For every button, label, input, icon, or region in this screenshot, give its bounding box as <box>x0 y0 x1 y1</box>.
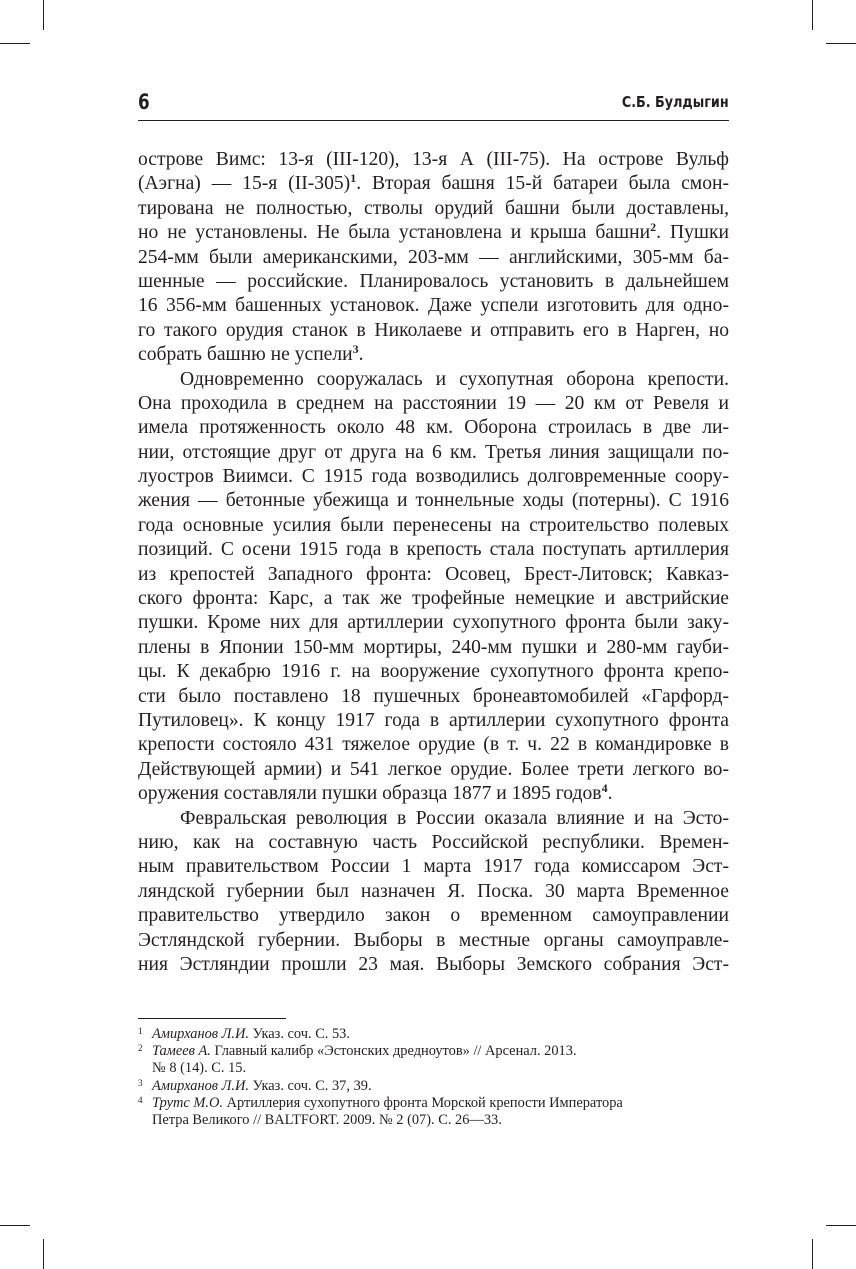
text-line: шенные — российские. Планировалось установить в дальнейшем <box>138 270 729 292</box>
crop-mark-top-right <box>812 0 813 30</box>
text-line: го такого орудия станок в Николаеве и отправить его в Нарген, но <box>138 319 729 341</box>
footnote: 4 Трутс М.О. Артиллерия сухопутного фронта Морской крепости Императора Петра Великого // BALTFORT. 2009. № 2 (07). С. 26—33. <box>138 1095 729 1129</box>
text-line: Февральская революция в России оказала влияние и на Эсто- <box>180 807 729 829</box>
text-line: жения — бетонные убежища и тоннельные ходы (потерны). С 1916 <box>138 490 729 512</box>
text-line: 254-мм были американскими, 203-мм — английскими, 305-мм ба- <box>138 246 729 268</box>
text-line: Эстляндской губернии. Выборы в местные органы самоуправле- <box>138 929 729 951</box>
text-line: позиций. С осени 1915 года в крепость стала поступать артиллерия <box>138 539 729 561</box>
crop-mark-bottom-right-h <box>826 1225 856 1226</box>
footnote-author: Трутс М.О. <box>152 1094 223 1111</box>
text-line: ным правительством России 1 марта 1917 года комиссаром Эст- <box>138 856 729 878</box>
text-line: 16 356-мм башенных установок. Даже успели изготовить для одно- <box>138 295 729 317</box>
footnote: 2 Тамеев А. Главный калибр «Эстонских дредноутов» // Арсенал. 2013. № 8 (14). С. 15. <box>138 1043 729 1077</box>
text-line: цы. К декабрю 1916 г. на вооружение сухопутного фронта крепо- <box>138 661 729 683</box>
text-line: Одновременно сооружалась и сухопутная оборона крепости. <box>180 368 729 390</box>
footnote-mark: 4 <box>138 1094 143 1105</box>
footnote-ref[interactable]: 1 <box>350 171 357 186</box>
crop-mark-top-right-h <box>826 43 856 44</box>
footnotes <box>138 1026 729 1129</box>
crop-mark-bottom-right <box>812 1239 813 1269</box>
page-number: 6 <box>138 90 150 114</box>
footnote-ref[interactable]: 3 <box>352 342 359 357</box>
crop-mark-bottom-left <box>43 1239 44 1269</box>
text-line: из крепостей Западного фронта: Осовец, Брест-Литовск; Кавказ- <box>138 563 729 585</box>
text-line: тирована не полностью, стволы орудий башни были доставлены, <box>138 197 729 219</box>
footnote-mark: 2 <box>138 1043 143 1054</box>
running-head-author: С.Б. Булдыгин <box>622 93 729 111</box>
footnote-ref[interactable]: 4 <box>601 781 608 796</box>
text-line: нию, как на составную часть Российской республики. Времен- <box>138 831 729 853</box>
text-line: нии, отстоящие друг от друга на 6 км. Третья линия защищали по- <box>138 441 729 463</box>
crop-mark-top-left-h <box>0 43 30 44</box>
footnote-divider <box>138 1018 286 1019</box>
body-text <box>138 148 729 977</box>
footnote-mark: 3 <box>138 1077 143 1088</box>
text-line: года основные усилия были перенесены на строительство полевых <box>138 514 729 536</box>
paragraph-2 <box>138 368 729 807</box>
text-line: ляндской губернии был назначен Я. Поска. 30 марта Временное <box>138 880 729 902</box>
footnote-ref[interactable]: 2 <box>650 220 657 235</box>
footnote: 1 Амирханов Л.И. Указ. соч. С. 53. <box>138 1026 729 1043</box>
text-line: острове Вимс: 13-я (III-120), 13-я А (III-75). На острове Вульф <box>138 149 729 170</box>
text-line: ского фронта: Карс, а так же трофейные немецкие и австрийские <box>138 588 729 610</box>
text-line: пушки. Кроме них для артиллерии сухопутного фронта были заку- <box>138 612 729 634</box>
footnote-mark: 1 <box>138 1026 143 1036</box>
text-line: Действующей армии) и 541 легкое орудие. Более трети легкого во- <box>138 758 729 780</box>
text-line: крепости состояло 431 тяжелое орудие (в т. ч. 22 в командировке в <box>138 734 729 756</box>
text-line: правительство утвердило закон о временном самоуправлении <box>138 905 729 927</box>
text-line: (Аэгна) — 15-я $(II-305)^1$. Вторая башня 15-й батареи была смон- <box>138 171 729 195</box>
footnote-author: Тамеев А. <box>152 1043 211 1060</box>
crop-mark-bottom-left-h <box>0 1225 30 1226</box>
text-line: оружения составляли пушки образца 1877 и 1895 годов$^4$. <box>138 781 613 805</box>
text-line: но не установлены. Не была установлена и крыша башни$^2$. Пушки <box>138 220 729 244</box>
text-line: луостров Виимси. С 1915 года возводились долговременные соору- <box>138 466 729 488</box>
text-line: имела протяженность около 48 км. Оборона строилась в две ли- <box>138 417 729 439</box>
text-line: собрать башню не успели$^3$. <box>138 342 364 366</box>
paragraph-1 <box>138 148 729 368</box>
footnote-author: Амирханов Л.И. <box>152 1077 249 1094</box>
text-line: сти было поставлено 18 пушечных бронеавтомобилей «Гарфорд- <box>138 685 729 707</box>
footnote: 3 Амирханов Л.И. Указ. соч. С. 37, 39. <box>138 1078 729 1095</box>
paragraph-3 <box>138 807 729 978</box>
footnote-author: Амирханов Л.И. <box>152 1026 249 1042</box>
text-line: ния Эстляндии прошли 23 мая. Выборы Земского собрания Эст- <box>138 953 729 975</box>
text-line: плены в Японии 150-мм мортиры, 240-мм пушки и 280-мм гауби- <box>138 636 729 658</box>
page-header <box>138 90 729 121</box>
crop-mark-top-left <box>43 0 44 30</box>
text-line: Она проходила в среднем на расстоянии 19 — 20 км от Ревеля и <box>138 392 729 414</box>
text-line: Путиловец». К концу 1917 года в артиллерии сухопутного фронта <box>138 709 729 731</box>
